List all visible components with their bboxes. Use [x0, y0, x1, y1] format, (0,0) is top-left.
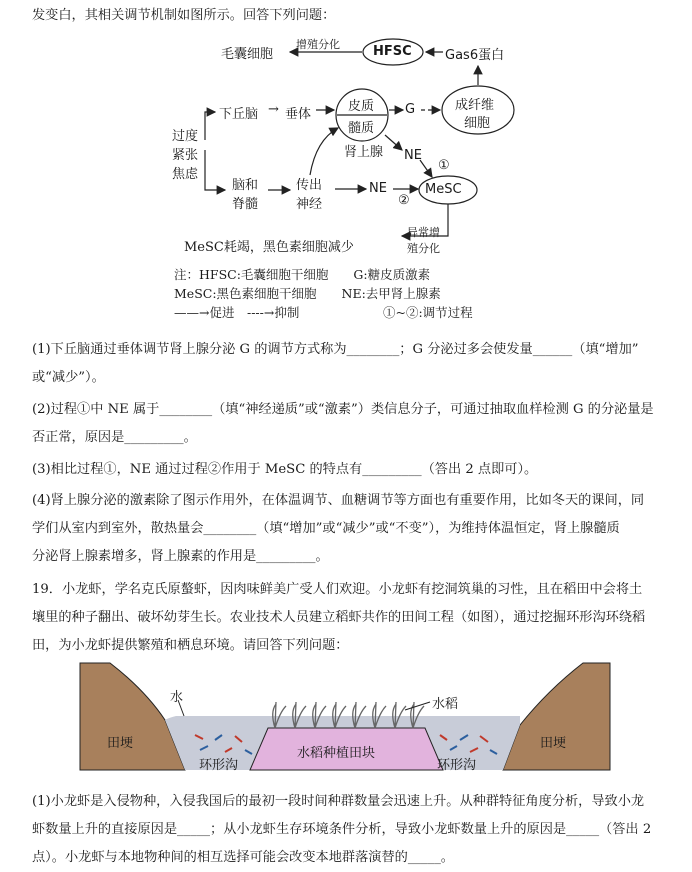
q2-line-2: 否正常，原因是_________。 — [32, 430, 197, 445]
q4-line-1: (4)肾上腺分泌的激素除了图示作用外，在体温调节、血糖调节等方面也有重要作用，比如冬天的课间，同 — [32, 493, 645, 508]
left-ditch-label: 环形沟 — [199, 758, 239, 773]
shenshangxian-label: 肾上腺 — [344, 145, 384, 160]
note-line-1: 注：HFSC:毛囊细胞干细胞 G:糖皮质激素 — [174, 267, 431, 282]
circle1-label: ① — [438, 158, 450, 173]
left-bank-label: 田埂 — [107, 736, 134, 751]
haojie-label: MeSC耗竭，黑色素细胞减少 — [184, 240, 354, 255]
right-ditch-label: 环形沟 — [437, 758, 477, 773]
pizhi-label: 皮质 — [348, 99, 375, 114]
q2-line-1: (2)过程①中 NE 属于________（填“神经递质”或“激素”）类信息分子，可通过抽取血样检测 G 的分泌量是 — [32, 402, 654, 417]
q1-line-2: 或“减少”）。 — [32, 370, 105, 385]
zengzhi-label: 增殖分化 — [296, 38, 340, 51]
q19-1-line-3: 点）。小龙虾与本地物种间的相互选择可能会改变本地群落演替的_____。 — [32, 850, 454, 865]
q19-line-3: 田，为小龙虾提供繁殖和栖息环境。请回答下列问题： — [32, 638, 349, 653]
hfsc-label: HFSC — [373, 44, 412, 59]
q3-line: (3)相比过程①，NE 通过过程②作用于 MeSC 的特点有_________（答出 2 点即可）。 — [32, 462, 538, 477]
shenjing-label: 神经 — [296, 197, 323, 212]
q19-1-line-2: 虾数量上升的直接原因是_____；从小龙虾生存环境条件分析，导致小龙虾数量上升的原因是_____（答出 2 — [32, 822, 652, 837]
chuanchu-label: 传出 — [296, 178, 323, 193]
q4-line-2: 学们从室内到室外，散热量会________（填“增加”或“减少”或“不变”），为维持体温恒定，肾上腺髓质 — [32, 521, 620, 536]
note-line-3a: ——→促进 ----→抑制 — [174, 305, 300, 320]
gas6-label: Gas6蛋白 — [445, 48, 505, 63]
suizhi-label: 髓质 — [348, 121, 375, 136]
circle2-label: ② — [398, 193, 410, 208]
right-bank-label: 田埂 — [540, 736, 567, 751]
q19-line-2: 壤里的种子翻出、破坏幼芽生长。农业技术人员建立稻虾共作的田间工程（如图），通过挖掘环形沟环绕稻 — [32, 610, 646, 625]
left-bank — [80, 663, 185, 770]
note-line-3b: ①~②:调节过程 — [383, 305, 473, 320]
water-label: 水 — [170, 690, 184, 705]
ne1-label: NE — [404, 148, 422, 163]
zhifenhua-label: 殖分化 — [407, 242, 440, 255]
xiaqiunao-label: 下丘脑 — [219, 107, 259, 122]
jiaolv-label: 焦虑 — [172, 167, 199, 182]
arrow-label: → — [268, 102, 279, 117]
ne2-label: NE — [369, 181, 387, 196]
intro-text: 发变白，其相关调节机制如图所示。回答下列问题： — [32, 8, 336, 23]
mesc-label: MeSC — [425, 182, 462, 197]
jisui-label: 脊髓 — [232, 197, 259, 212]
q4-line-3: 分泌肾上腺素增多，肾上腺素的作用是_________。 — [32, 549, 329, 564]
note-line-2: MeSC:黑色素细胞干细胞 NE:去甲肾上腺素 — [174, 286, 441, 301]
chengxianwei-label: 成纤维 — [455, 98, 495, 113]
naohe-label: 脑和 — [232, 178, 259, 193]
jinzhang-label: 紧张 — [172, 148, 199, 163]
q19-line-1: 19．小龙虾，学名克氏原螯虾，因肉味鲜美广受人们欢迎。小龙虾有挖洞筑巢的习性，且在稻田中会将土 — [32, 582, 643, 597]
center-field-label: 水稻种植田块 — [297, 746, 376, 761]
yichang-label: 异常增 — [407, 226, 440, 239]
q1-line-1: (1)下丘脑通过垂体调节肾上腺分泌 G 的调节方式称为________；G 分泌过多会使发量______（填“增加” — [32, 342, 639, 357]
xibao-label: 细胞 — [464, 116, 491, 131]
guodu-label: 过度 — [172, 129, 199, 144]
q19-1-line-1: (1)小龙虾是入侵物种，入侵我国后的最初一段时间种群数量会迅速上升。从种群特征角度分析，导致小龙 — [32, 794, 645, 809]
chuiti-label: 垂体 — [285, 107, 312, 122]
rice-label: 水稻 — [432, 697, 459, 712]
maonang-label: 毛囊细胞 — [221, 47, 274, 62]
g-label: G — [405, 102, 416, 117]
